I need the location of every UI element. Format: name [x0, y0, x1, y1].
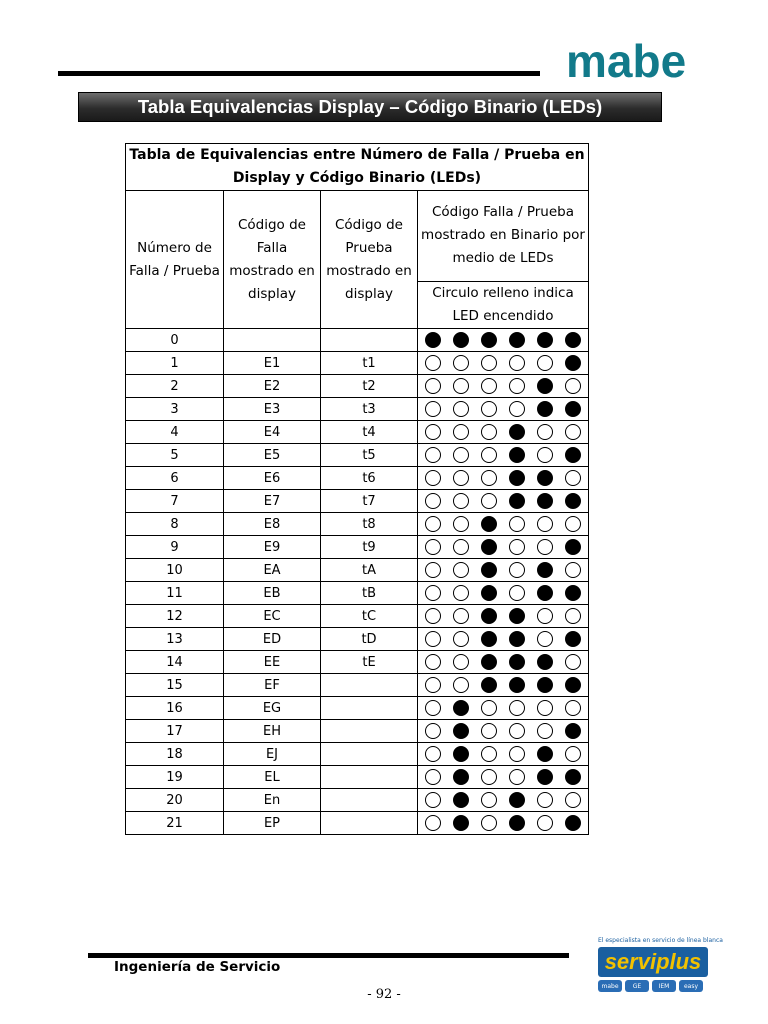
led-off-icon	[509, 378, 525, 394]
led-on-icon	[481, 332, 497, 348]
test-code-cell: tE	[321, 651, 418, 674]
led-off-icon	[481, 746, 497, 762]
led-off-icon	[565, 470, 581, 486]
test-code-cell	[321, 329, 418, 352]
header-rule	[58, 71, 540, 76]
table-row	[126, 789, 589, 812]
led-binary-cell	[418, 329, 589, 352]
led-off-icon	[509, 700, 525, 716]
led-on-icon	[565, 815, 581, 831]
led-on-icon	[509, 424, 525, 440]
led-off-icon	[453, 585, 469, 601]
led-binary-cell	[418, 536, 589, 559]
test-code-cell	[321, 720, 418, 743]
led-off-icon	[509, 746, 525, 762]
led-on-icon	[537, 769, 553, 785]
fault-code-cell: E2	[224, 375, 321, 398]
led-off-icon	[453, 539, 469, 555]
led-on-icon	[481, 539, 497, 555]
fault-number-cell: 13	[126, 628, 224, 651]
led-on-icon	[565, 401, 581, 417]
led-on-icon	[509, 608, 525, 624]
led-off-icon	[537, 447, 553, 463]
led-on-icon	[481, 585, 497, 601]
brand-badge: mabe	[598, 980, 622, 992]
led-binary-cell	[418, 697, 589, 720]
led-off-icon	[509, 355, 525, 371]
table-row	[126, 697, 589, 720]
led-off-icon	[453, 447, 469, 463]
test-code-cell: t8	[321, 513, 418, 536]
fault-code-cell: E4	[224, 421, 321, 444]
table-row	[126, 421, 589, 444]
led-off-icon	[481, 769, 497, 785]
led-off-icon	[453, 562, 469, 578]
led-off-icon	[565, 378, 581, 394]
table-row	[126, 467, 589, 490]
led-on-icon	[565, 677, 581, 693]
table-row	[126, 674, 589, 697]
fault-number-cell: 2	[126, 375, 224, 398]
led-off-icon	[425, 447, 441, 463]
fault-code-cell: E9	[224, 536, 321, 559]
led-on-icon	[537, 746, 553, 762]
led-off-icon	[537, 355, 553, 371]
led-on-icon	[509, 815, 525, 831]
table-row	[126, 582, 589, 605]
led-on-icon	[425, 332, 441, 348]
led-off-icon	[425, 585, 441, 601]
fault-code-cell: En	[224, 789, 321, 812]
led-on-icon	[509, 792, 525, 808]
led-on-icon	[481, 654, 497, 670]
serviplus-logo	[598, 947, 708, 977]
table-row	[126, 766, 589, 789]
led-off-icon	[537, 815, 553, 831]
led-on-icon	[453, 332, 469, 348]
fault-code-cell: E5	[224, 444, 321, 467]
led-on-icon	[565, 332, 581, 348]
fault-number-cell: 17	[126, 720, 224, 743]
fault-code-cell: EG	[224, 697, 321, 720]
led-on-icon	[453, 723, 469, 739]
test-code-cell: t9	[321, 536, 418, 559]
led-binary-cell	[418, 444, 589, 467]
led-off-icon	[425, 424, 441, 440]
equivalence-table	[125, 143, 589, 835]
led-on-icon	[565, 447, 581, 463]
fault-number-cell: 10	[126, 559, 224, 582]
brand-badge: IEM	[652, 980, 676, 992]
led-off-icon	[565, 424, 581, 440]
test-code-cell: tA	[321, 559, 418, 582]
test-code-cell	[321, 789, 418, 812]
led-binary-cell	[418, 812, 589, 835]
led-on-icon	[453, 769, 469, 785]
serviplus-tagline: El especialista en servicio de línea blanca	[598, 937, 723, 944]
led-off-icon	[425, 769, 441, 785]
led-off-icon	[509, 539, 525, 555]
serviplus-logo-block	[598, 937, 723, 992]
test-code-cell: tC	[321, 605, 418, 628]
led-off-icon	[425, 516, 441, 532]
led-off-icon	[481, 815, 497, 831]
fault-number-cell: 16	[126, 697, 224, 720]
fault-code-cell: EE	[224, 651, 321, 674]
fault-number-cell: 15	[126, 674, 224, 697]
led-on-icon	[481, 562, 497, 578]
led-binary-cell	[418, 375, 589, 398]
led-off-icon	[481, 401, 497, 417]
led-off-icon	[537, 792, 553, 808]
test-code-cell: t2	[321, 375, 418, 398]
led-on-icon	[509, 677, 525, 693]
led-off-icon	[453, 424, 469, 440]
led-off-icon	[509, 516, 525, 532]
led-off-icon	[425, 355, 441, 371]
led-binary-cell	[418, 421, 589, 444]
led-off-icon	[481, 792, 497, 808]
fault-number-cell: 19	[126, 766, 224, 789]
table-row	[126, 720, 589, 743]
led-off-icon	[565, 700, 581, 716]
led-binary-cell	[418, 605, 589, 628]
led-on-icon	[537, 470, 553, 486]
led-off-icon	[453, 355, 469, 371]
table-row	[126, 375, 589, 398]
led-off-icon	[425, 470, 441, 486]
led-off-icon	[481, 447, 497, 463]
led-off-icon	[537, 631, 553, 647]
fault-code-cell: EL	[224, 766, 321, 789]
led-on-icon	[565, 493, 581, 509]
mabe-logo: mabe	[566, 35, 687, 87]
led-off-icon	[537, 723, 553, 739]
led-off-icon	[509, 401, 525, 417]
led-off-icon	[425, 746, 441, 762]
test-code-cell	[321, 766, 418, 789]
header-codigo-prueba: Código de Prueba mostrado en display	[321, 191, 418, 329]
led-on-icon	[453, 746, 469, 762]
test-code-cell: tD	[321, 628, 418, 651]
led-on-icon	[509, 470, 525, 486]
led-on-icon	[453, 815, 469, 831]
fault-code-cell: E8	[224, 513, 321, 536]
fault-code-cell: E3	[224, 398, 321, 421]
table-row	[126, 444, 589, 467]
led-on-icon	[453, 700, 469, 716]
fault-code-cell	[224, 329, 321, 352]
test-code-cell	[321, 697, 418, 720]
led-binary-cell	[418, 674, 589, 697]
led-off-icon	[425, 493, 441, 509]
led-off-icon	[453, 378, 469, 394]
table-row	[126, 743, 589, 766]
header-numero: Número de Falla / Prueba	[126, 191, 224, 329]
led-on-icon	[565, 769, 581, 785]
fault-code-cell: EH	[224, 720, 321, 743]
led-off-icon	[425, 700, 441, 716]
led-off-icon	[453, 677, 469, 693]
led-off-icon	[453, 493, 469, 509]
led-off-icon	[481, 424, 497, 440]
led-binary-cell	[418, 743, 589, 766]
test-code-cell: t4	[321, 421, 418, 444]
led-on-icon	[537, 493, 553, 509]
led-on-icon	[537, 562, 553, 578]
led-off-icon	[565, 654, 581, 670]
led-binary-cell	[418, 582, 589, 605]
fault-code-cell: EJ	[224, 743, 321, 766]
fault-number-cell: 6	[126, 467, 224, 490]
test-code-cell: t7	[321, 490, 418, 513]
led-off-icon	[453, 470, 469, 486]
led-binary-cell	[418, 490, 589, 513]
fault-code-cell: E1	[224, 352, 321, 375]
led-on-icon	[565, 355, 581, 371]
fault-number-cell: 3	[126, 398, 224, 421]
table-row	[126, 605, 589, 628]
led-off-icon	[565, 562, 581, 578]
fault-number-cell: 0	[126, 329, 224, 352]
led-on-icon	[565, 539, 581, 555]
fault-code-cell: EA	[224, 559, 321, 582]
led-off-icon	[509, 585, 525, 601]
led-off-icon	[509, 723, 525, 739]
table-row	[126, 812, 589, 835]
led-on-icon	[509, 332, 525, 348]
led-off-icon	[509, 769, 525, 785]
led-off-icon	[453, 401, 469, 417]
table-row	[126, 329, 589, 352]
led-off-icon	[537, 608, 553, 624]
fault-code-cell: ED	[224, 628, 321, 651]
led-off-icon	[425, 677, 441, 693]
fault-number-cell: 1	[126, 352, 224, 375]
brand-badge: easy	[679, 980, 703, 992]
table-header-row	[126, 191, 589, 282]
led-on-icon	[537, 401, 553, 417]
table-row	[126, 513, 589, 536]
page-title: Tabla Equivalencias Display – Código Binario (LEDs)	[137, 96, 603, 117]
led-on-icon	[509, 631, 525, 647]
led-off-icon	[481, 470, 497, 486]
fault-code-cell: EF	[224, 674, 321, 697]
fault-number-cell: 18	[126, 743, 224, 766]
footer-rule	[88, 953, 569, 958]
led-binary-cell	[418, 766, 589, 789]
serviplus-logo-text: serviplus	[604, 949, 702, 974]
serviplus-brands	[598, 980, 710, 992]
led-off-icon	[481, 493, 497, 509]
fault-number-cell: 14	[126, 651, 224, 674]
table-row	[126, 490, 589, 513]
led-binary-cell	[418, 789, 589, 812]
fault-number-cell: 9	[126, 536, 224, 559]
footer-department: Ingeniería de Servicio	[114, 959, 281, 975]
test-code-cell: t1	[321, 352, 418, 375]
test-code-cell: t6	[321, 467, 418, 490]
led-off-icon	[453, 516, 469, 532]
led-off-icon	[481, 700, 497, 716]
led-on-icon	[537, 585, 553, 601]
fault-number-cell: 4	[126, 421, 224, 444]
table-caption: Tabla de Equivalencias entre Número de Falla / Prueba en Display y Código Binario (LEDs)	[126, 144, 589, 191]
led-on-icon	[565, 723, 581, 739]
test-code-cell	[321, 812, 418, 835]
table-caption-row	[126, 144, 589, 191]
led-on-icon	[481, 677, 497, 693]
table-row	[126, 651, 589, 674]
led-off-icon	[565, 516, 581, 532]
led-off-icon	[425, 631, 441, 647]
fault-number-cell: 21	[126, 812, 224, 835]
led-binary-cell	[418, 559, 589, 582]
led-off-icon	[481, 723, 497, 739]
led-on-icon	[537, 332, 553, 348]
led-on-icon	[453, 792, 469, 808]
fault-number-cell: 8	[126, 513, 224, 536]
test-code-cell: tB	[321, 582, 418, 605]
led-binary-cell	[418, 651, 589, 674]
led-on-icon	[565, 585, 581, 601]
fault-code-cell: EC	[224, 605, 321, 628]
test-code-cell	[321, 674, 418, 697]
led-off-icon	[425, 792, 441, 808]
led-off-icon	[509, 562, 525, 578]
led-off-icon	[425, 608, 441, 624]
led-off-icon	[481, 355, 497, 371]
led-on-icon	[509, 493, 525, 509]
fault-code-cell: EB	[224, 582, 321, 605]
led-off-icon	[537, 516, 553, 532]
fault-number-cell: 11	[126, 582, 224, 605]
fault-number-cell: 12	[126, 605, 224, 628]
fault-code-cell: EP	[224, 812, 321, 835]
table-row	[126, 352, 589, 375]
led-off-icon	[425, 723, 441, 739]
led-off-icon	[565, 746, 581, 762]
header-codigo-falla: Código de Falla mostrado en display	[224, 191, 321, 329]
led-binary-cell	[418, 352, 589, 375]
table-row	[126, 628, 589, 651]
brand-badge: GE	[625, 980, 649, 992]
led-on-icon	[481, 516, 497, 532]
led-on-icon	[537, 677, 553, 693]
fault-number-cell: 5	[126, 444, 224, 467]
led-binary-cell	[418, 720, 589, 743]
led-binary-cell	[418, 398, 589, 421]
led-binary-cell	[418, 467, 589, 490]
led-off-icon	[425, 401, 441, 417]
led-off-icon	[565, 792, 581, 808]
led-off-icon	[453, 608, 469, 624]
table-row	[126, 559, 589, 582]
led-on-icon	[565, 631, 581, 647]
led-off-icon	[425, 654, 441, 670]
table-row	[126, 398, 589, 421]
led-on-icon	[481, 631, 497, 647]
led-on-icon	[537, 378, 553, 394]
led-on-icon	[509, 654, 525, 670]
fault-number-cell: 7	[126, 490, 224, 513]
led-off-icon	[537, 539, 553, 555]
header-led-note: Circulo relleno indica LED encendido	[418, 281, 589, 328]
fault-code-cell: E7	[224, 490, 321, 513]
table-body	[126, 329, 589, 835]
led-off-icon	[453, 654, 469, 670]
table-row	[126, 536, 589, 559]
led-off-icon	[425, 562, 441, 578]
led-off-icon	[537, 700, 553, 716]
test-code-cell: t5	[321, 444, 418, 467]
header-codigo-binario: Código Falla / Prueba mostrado en Binario por medio de LEDs	[418, 191, 589, 282]
test-code-cell: t3	[321, 398, 418, 421]
fault-number-cell: 20	[126, 789, 224, 812]
led-on-icon	[481, 608, 497, 624]
led-on-icon	[509, 447, 525, 463]
led-binary-cell	[418, 513, 589, 536]
led-binary-cell	[418, 628, 589, 651]
led-off-icon	[481, 378, 497, 394]
led-off-icon	[425, 539, 441, 555]
test-code-cell	[321, 743, 418, 766]
led-off-icon	[565, 608, 581, 624]
led-off-icon	[453, 631, 469, 647]
led-off-icon	[537, 424, 553, 440]
page-number: - 92 -	[367, 987, 401, 1002]
led-off-icon	[425, 815, 441, 831]
fault-code-cell: E6	[224, 467, 321, 490]
led-off-icon	[425, 378, 441, 394]
led-on-icon	[537, 654, 553, 670]
page-title-bar	[78, 92, 662, 122]
